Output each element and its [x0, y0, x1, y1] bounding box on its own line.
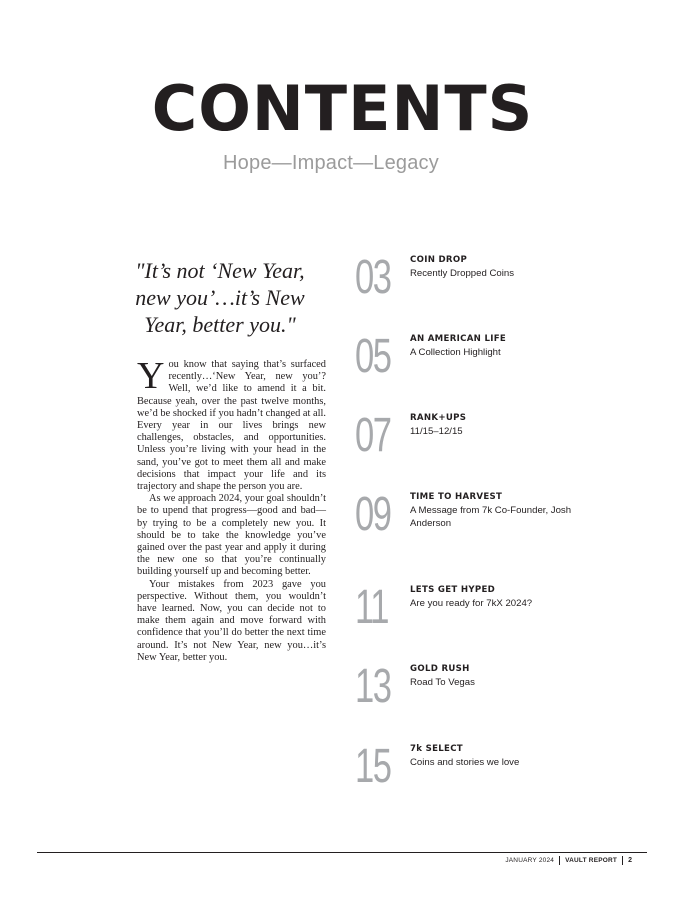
- toc-section-subtitle: Coins and stories we love: [410, 757, 520, 768]
- page-footer: [505, 856, 632, 865]
- toc-section-subtitle: 11/15–12/15: [410, 426, 463, 437]
- toc-page-number: 09: [355, 488, 391, 541]
- toc-section-title: RANK+UPS: [410, 413, 467, 423]
- toc-page-number: 15: [355, 740, 391, 793]
- toc-page-number: 07: [355, 409, 391, 462]
- toc-section-title: LETS GET HYPED: [410, 585, 496, 595]
- article-paragraph: [137, 355, 326, 493]
- toc-entry[interactable]: [355, 251, 615, 310]
- page-subtitle: Hope—Impact—Legacy: [223, 152, 439, 174]
- toc-entry[interactable]: [355, 488, 615, 547]
- toc-page-number: 13: [355, 660, 391, 713]
- toc-entry[interactable]: [355, 409, 615, 468]
- toc-section-title: GOLD RUSH: [410, 664, 470, 674]
- toc-section-subtitle: Are you ready for 7kX 2024?: [410, 598, 533, 609]
- toc-section-title: AN AMERICAN LIFE: [410, 334, 507, 344]
- toc-section-subtitle: Road To Vegas: [410, 677, 475, 688]
- article-paragraph: As we approach 2024, your goal shouldn’t be to upend that progress—good and bad—by trying to be a completely new you. It should be to take the knowledge you’ve gained over the past year and apply it during the new one so that you’re continually building yourself up and becoming better.: [137, 493, 326, 578]
- toc-section-subtitle: A Collection Highlight: [410, 347, 501, 358]
- toc-page-number: 03: [355, 251, 391, 304]
- footer-separator: [622, 856, 623, 865]
- pull-quote: "It’s not ‘New Year, new you’…it’s New Year, better you.": [135, 258, 305, 337]
- toc-entry[interactable]: [355, 330, 615, 389]
- toc-section-title: 7k SELECT: [410, 744, 463, 754]
- toc-section-title: COIN DROP: [410, 255, 468, 265]
- footer-separator: [559, 856, 560, 865]
- toc-section-subtitle: Recently Dropped Coins: [410, 268, 514, 279]
- magazine-name: VAULT REPORT: [565, 857, 618, 864]
- toc-entry[interactable]: [355, 581, 615, 640]
- toc-page-number: 05: [355, 330, 391, 383]
- article-body: [137, 355, 326, 664]
- page-title: CONTENTS: [151, 72, 534, 145]
- footer-divider: [37, 852, 647, 853]
- article-paragraph: Your mistakes from 2023 gave you perspective. Without them, you wouldn’t have learned. Now, you can decide not to make them again and move forward with confidence that you’ll do better the next time around. It’s not New Year, new you…it’s New Year, better you.: [137, 578, 326, 663]
- toc-entry[interactable]: [355, 740, 615, 799]
- issue-date: JANUARY 2024: [505, 857, 555, 864]
- page-number: 2: [628, 857, 632, 864]
- article-paragraph-text: ou know that saying that’s surfaced recently…‘New Year, new you’? Well, we’d like to amend it a bit. Because yeah, over the past twelve months, we’d be shocked if you hadn’t changed at all. Every year in our lives brings new challenges, obstacles, and opportunities. Unless you’re living with your head in the sand, you’ve got to meet them all and make decisions that impact your life and its trajectory and shape the person you are.: [137, 359, 326, 493]
- toc-section-title: TIME TO HARVEST: [410, 492, 503, 502]
- toc-page-number: 11: [355, 581, 388, 634]
- drop-cap: Y: [137, 355, 165, 397]
- toc-section-subtitle: A Message from 7k Co-Founder, Josh Anderson: [410, 505, 572, 529]
- toc-entry[interactable]: [355, 660, 615, 719]
